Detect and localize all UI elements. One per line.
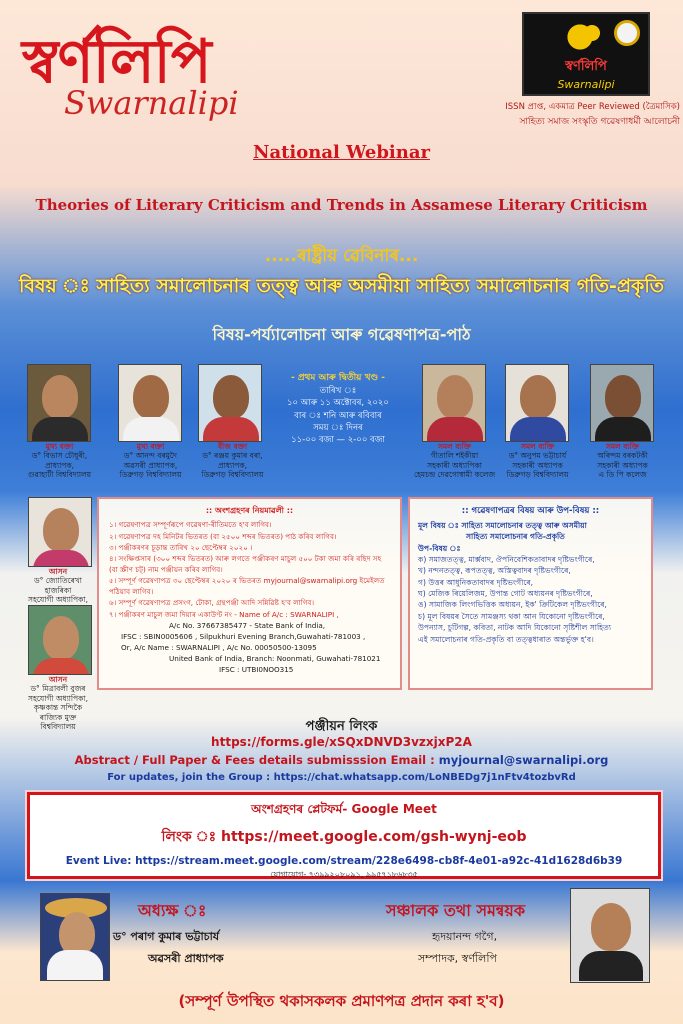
national-webinar-heading: National Webinar	[253, 142, 430, 163]
date-label: তাৰিখ ঃ	[319, 386, 357, 397]
speaker-card	[412, 364, 497, 480]
webinar-theme: Theories of Literary Criticism and Trends in Assamese Literary Criticism	[35, 196, 648, 214]
speaker-role: সমল ব্যক্তি	[437, 442, 472, 451]
meet-link[interactable]: লিংক ঃ https://meet.google.com/gsh-wynj-eob	[161, 829, 527, 845]
logo-english: Swarnalipi	[64, 84, 239, 122]
speaker-designation: অৱসৰী প্ৰাধ্যাপক,	[123, 460, 178, 470]
convenor-role: সম্পাদক, স্বৰ্ণলিপি	[418, 952, 497, 965]
event-dates: ১০ আৰু ১১ অক্টোবৰ, ২০২০	[287, 398, 389, 409]
schedule-box	[263, 372, 413, 447]
rule-item: ৬। সম্পূৰ্ণ গৱেষণাপত্ৰ প্ৰসংগ, টোকা, গ্ৰন্থপঞ্জী আদি সন্নিৱিষ্ট হ'ব লাগিব।	[109, 598, 315, 608]
live-stream-link[interactable]: Event Live: https://stream.meet.google.com/stream/228e6498-cb8f-4e01-a92c-41d1628d6b39	[65, 855, 623, 867]
topic-item: ঘ) মেজিক ৰিয়েলিজম, উপান্ত গোট অধ্যয়নৰ দৃষ্টিভংগীৰে,	[418, 589, 593, 599]
speaker-photo	[118, 364, 182, 442]
sub-topic-label: উপ-বিষয় ঃ	[418, 543, 461, 553]
schedule-heading: - প্ৰথম আৰু দ্বিতীয় খণ্ড -	[290, 373, 386, 383]
speaker-role: বীজ বক্তা	[217, 442, 248, 451]
speaker-card	[580, 364, 665, 480]
chair-role: আসন	[48, 567, 68, 576]
chair-institution: কৃষ্ণকান্ত সন্দিকৈ ৰাজ্যিক মুক্ত বিশ্ববিদ্যালয়	[33, 703, 83, 731]
speaker-name: গীতালি শইকীয়া	[430, 451, 479, 461]
speaker-institution: এ ডি পি কলেজ	[598, 470, 647, 480]
bank-line: IFSC : UTBI0NOO315	[219, 665, 294, 675]
topic-item: উপন্যাস, চুটিগল্প, কবিতা, নাটক আদি যিকোনো সৃষ্টিশীল সাহিত্য	[418, 623, 612, 633]
registration-heading: পঞ্জীয়ন লিংক	[305, 719, 378, 734]
rule-item: ৪। সংক্ষিপ্তসাৰ (৩০০ শব্দৰ ভিতৰত) আৰু লগতে পঞ্জীকৰণ মাচুল ৫০০ টকা জমা কৰি ৰছিদ সহ (বা স্ক্ৰীণ চট্) নাম পঞ্জীয়ন কৰিব লাগিব।	[109, 553, 382, 575]
submission-email[interactable]: myjournal@swarnalipi.org	[438, 753, 609, 767]
speaker-designation: প্ৰাধ্যাপক,	[44, 460, 75, 470]
speaker-designation: প্ৰাধ্যাপক,	[217, 460, 248, 470]
contact-numbers: যোগাযোগ- ৭৩৯৯২০৮০৯১, ৯৯৫৭১৮৬৮৩৫	[270, 870, 418, 879]
speaker-card	[108, 364, 193, 480]
speaker-name: ড° অনুপম ভট্টাচাৰ্য	[508, 451, 567, 461]
speaker-designation: সহকাৰী অধ্যাপক	[512, 460, 563, 470]
journal-badge	[522, 12, 650, 96]
convenor-name: হৃদয়ানন্দ গগৈ,	[432, 930, 498, 943]
topic-item: খ) নন্দনতত্ত্ব, ৰূপতত্ত্ব, অস্তিত্ববাদৰ দৃষ্টিভংগীৰে,	[418, 566, 571, 576]
speaker-photo	[422, 364, 486, 442]
speaker-photo	[590, 364, 654, 442]
chair-photo	[28, 497, 92, 567]
speaker-role: সমল ব্যক্তি	[605, 442, 640, 451]
certificate-note: (সম্পূৰ্ণ উপস্থিত থকাসকলক প্ৰমাণপত্ৰ প্ৰদান কৰা হ'ব)	[178, 992, 505, 1010]
speaker-card	[22, 364, 97, 480]
speaker-name: অৰিন্দম বৰকটকী	[597, 451, 648, 461]
president-photo	[40, 893, 110, 981]
rule-item: ১। গৱেষণাপত্ৰ সম্পূৰ্ণৰূপে গৱেষণা-ৰীতিমতে হ'ব লাগিব।	[109, 520, 272, 530]
time-label: সময় ঃ দিনৰ	[313, 422, 363, 433]
chair-designation: সহযোগী অধ্যাপিকা,	[28, 595, 88, 605]
topics-heading: :: গৱেষণাপত্ৰৰ বিষয় আৰু উপ-বিষয় ::	[461, 506, 600, 516]
topic-item: এই সমালোচনাৰ গতি-প্ৰকৃতি বা তত্ত্বধাৰাত অন্তৰ্ভুক্ত হ'ব।	[418, 634, 594, 644]
speaker-institution: ডিব্ৰুগড় বিশ্ববিদ্যালয়	[119, 470, 182, 480]
president-role: অৱসৰী প্ৰাধ্যাপক	[148, 952, 224, 965]
subtitle: বিষয়-পৰ্য্যালোচনা আৰু গৱেষণাপত্ৰ-পাঠ	[212, 325, 471, 344]
submission-label: Abstract / Full Paper & Fees details submisssion Email :	[74, 753, 435, 767]
convenor-heading: সঞ্চালক তথা সমন্বয়ক	[386, 901, 526, 920]
president-heading: অধ্যক্ষ ঃ	[138, 901, 207, 920]
platform-label: অংশগ্ৰহণৰ প্লেটফৰ্ম- Google Meet	[251, 802, 437, 816]
chair-card	[22, 497, 94, 614]
main-topic: মূল বিষয় ঃ সাহিত্য সমালোচনাৰ তত্ত্ব আৰু অসমীয়া	[418, 520, 587, 530]
badge-english: Swarnalipi	[557, 78, 615, 91]
issn-line: ISSN প্ৰাপ্ত, একমাত্ৰ Peer Reviewed (ত্ৰৈমাসিক)	[505, 102, 680, 112]
speaker-photo	[27, 364, 91, 442]
rule-item: ৭। পঞ্জীকৰণ মাচুল জমা দিয়াৰ একাউণ্ট নং - Name of A/c : SWARNALIPI ,	[109, 609, 339, 619]
main-topic-cont: সাহিত্য সমালোচনাৰ গতি-প্ৰকৃতি	[466, 532, 565, 542]
rule-item: ৫। সম্পূৰ্ণ গৱেষণাপত্ৰ ৩০ ছেপ্টেম্বৰ ২০২০ ৰ ভিতৰত myjournal@swarnalipi.org ইমেইলত পঠিয়াব লাগিব।	[109, 576, 385, 597]
participation-rules	[97, 497, 402, 690]
speaker-role: সমল ব্যক্তি	[520, 442, 555, 451]
logo-bengali: স্বৰ্ণলিপি	[22, 27, 211, 97]
topic-item: গ) উত্তৰ আধুনিকতাবাদৰ দৃষ্টিভংগীৰে,	[418, 577, 534, 587]
president-name: ড° পৰাগ কুমাৰ ভট্টাচাৰ্য	[113, 930, 220, 943]
speaker-card	[495, 364, 580, 480]
event-time: ১১-০০ বজা — ২-০০ বজা	[291, 435, 385, 446]
convenor-photo	[570, 888, 650, 983]
speaker-institution: গুৱাহাটী বিশ্ববিদ্যালয়	[27, 470, 92, 480]
whatsapp-group-link[interactable]: For updates, join the Group : https://chat.whatsapp.com/LoNBEDg7j1nFtv4tozbvRd	[107, 772, 576, 783]
speaker-designation: সহকাৰী অধ্যাপক	[597, 460, 648, 470]
registration-link[interactable]: https://forms.gle/xSQxDNVD3vzxjxP2A	[211, 735, 472, 749]
meeting-box	[27, 792, 661, 879]
speaker-institution: ডিব্ৰুগড় বিশ্ববিদ্যালয়	[506, 470, 569, 480]
speaker-institution: হেমচন্দ্ৰ দেৱগোস্বামী কলেজ	[413, 470, 496, 480]
bank-line: United Bank of India, Branch: Noonmati, Guwahati-781021	[169, 654, 381, 664]
speaker-name: ড° ৰঞ্জয় কুমাৰ বৰা,	[202, 451, 263, 461]
speaker-name: ড° বিভাস চৌধুৰী,	[31, 451, 88, 461]
speaker-institution: ডিব্ৰুগড় বিশ্ববিদ্যালয়	[201, 470, 264, 480]
event-days: বাৰ ঃ শনি আৰু ৰবিবাৰ	[294, 410, 382, 421]
speaker-role: মুখ্য বক্তা	[45, 442, 74, 451]
chair-name: ড° জ্যোতিৰেখা হাজৰিকা	[34, 576, 82, 595]
chair-name: ড° মিত্ৰাবলী বুজৰ	[30, 684, 86, 694]
bank-line: IFSC : SBIN0005606 , Silpukhuri Evening Branch,Guwahati-781003 ,	[121, 631, 366, 641]
bank-line: A/c No. 37667385477 - State Bank of India,	[169, 620, 326, 630]
clock-icon	[614, 20, 640, 46]
submission-line	[0, 753, 683, 767]
journal-tagline: সাহিত্য সমাজ সংস্কৃতি গৱেষণাধৰ্মী আলোচনী	[519, 117, 680, 127]
research-topics	[408, 497, 653, 690]
rule-item: ২। গৱেষণাপত্ৰ দহ মিনিটৰ ভিতৰত (বা ২৫০০ শব্দৰ ভিতৰত) পাঠ কৰিব লাগিব।	[109, 531, 337, 541]
badge-bengali: স্বৰ্ণলিপি	[565, 59, 607, 74]
speaker-name: ড° আনন্দ বৰমুদৈ	[124, 451, 177, 461]
topic-item: চ) মূল বিষয়ৰ সৈতে সামঞ্জস্য থকা আন যিকোনো দৃষ্টিভংগীৰে,	[418, 611, 605, 621]
chair-card	[22, 605, 94, 731]
speaker-role: মুখ্য বক্তা	[136, 442, 165, 451]
speaker-designation: সহকাৰী অধ্যাপিকা	[427, 460, 482, 470]
speaker-photo	[505, 364, 569, 442]
rashtriya-webinar: .....ৰাষ্ট্ৰীয় ৱেবিনাৰ...	[264, 246, 419, 266]
logo-mark-icon	[556, 17, 616, 57]
topic-item: ঙ) সামাজিক লিংগভিত্তিক অধ্যয়ন, ইক' ক্ৰিটিকেল দৃষ্টিভংগীৰে,	[418, 600, 607, 610]
rules-heading: :: অংশগ্ৰহণৰ নিয়মাৱলী ::	[205, 506, 294, 515]
chair-role: আসন	[48, 675, 68, 684]
topic-item: ক) সমাজতত্ত্ব, মাৰ্ক্সবাদ, ঔপনিবেশিকতাবাদৰ দৃষ্টিভংগীৰে,	[418, 554, 595, 564]
rule-item: ৩। পঞ্জীকৰণৰ চূড়ান্ত তাৰিখ ২০ ছেপ্টেম্বৰ ২০২০ ।	[109, 542, 253, 552]
bank-line: Or, A/c Name : SWARNALIPI , A/c No. 00050500-13095	[121, 643, 317, 653]
subject-heading: বিষয় ঃ সাহিত্য সমালোচনাৰ তত্ত্ব আৰু অসমীয়া সাহিত্য সমালোচনাৰ গতি-প্ৰকৃতি	[18, 275, 665, 297]
speaker-photo	[198, 364, 262, 442]
chair-photo	[28, 605, 92, 675]
chair-designation: সহযোগী অধ্যাপিকা,	[28, 693, 88, 703]
